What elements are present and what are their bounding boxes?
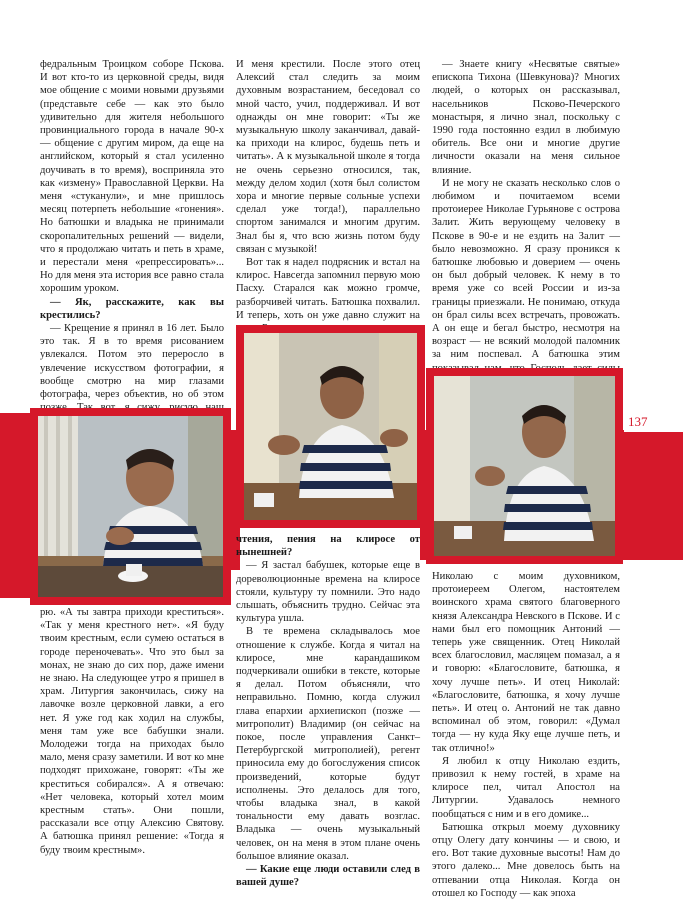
- photo-man-gesturing-2: [244, 333, 417, 520]
- paragraph: И меня крестили. После этого отец Алексий стал следить за моим духовным возрастанием, беседовал со мной часто, учил, поддерживал. И вот однажды он мне говорит: «Ты же музыкальную школу заканчивал, давай-ка приходи на клирос, будешь петь и читать». А к музыкальной школе я тогда не очень серьезно относился, так, между делом ходил (хотя был солистом хора и многие первые сольные успехи сделал уже тогда!), параллельно спортом занимался и многим другим. Знал бы я, что всю жизнь потом буду связан с музыкой!: [236, 59, 420, 255]
- text-column-2-bottom: [236, 533, 420, 889]
- text-column-2-top: [236, 58, 420, 323]
- paragraph: — Я застал бабушек, которые еще в дореволюционные времена на клиросе стояли, культуру ту помнили. Это надо слышать, объяснить трудно. Сейчас эта культура ушла.: [236, 560, 420, 625]
- photo-frame-3: [426, 368, 623, 564]
- photo-man-talking-1: [38, 416, 223, 597]
- paragraph: Вот так я надел подрясник и встал на клирос. Навсегда запомнил первую мою Пасху. Старался как можно громче, разборчивей читать. Батюшка похвалил. И теперь, хоть он уже давно служит на: [236, 257, 420, 321]
- text-column-1-top: [40, 58, 224, 406]
- page-number: 137: [628, 414, 648, 429]
- interview-question: — Какие еще люди оставили след в вашей душе?: [236, 864, 420, 889]
- text-column-3-bottom: [432, 570, 620, 899]
- page-number-rule: [624, 430, 683, 432]
- paragraph: В те времена складывалось мое отношение к службе. Когда я читал на клиросе, мне карандашиком подчеркивали ошибки в тексте, которые я делал. Потом объясняли, что неправильно. Помню, когда служил глава епархии архиепископ (позже — митрополит) Владимир (он сейчас на покое, после управления Санкт–Петербургской митрополией), регент приносила ему до богослужения список произведений, которые будут исполнены. Это делалось для того, чтобы владыка знал, в какой тональности ему давать возглас. Владыка — очень музыкальный человек, он на меня в этом плане очень большое влияние оказал.: [236, 626, 420, 862]
- paragraph: Батюшка открыл моему духовнику отцу Олегу дату кончины — и свою, и его. Вот такие духовные высоты! Нам до этого далеко... Мне довелось быть на отпевании отца Николая. Когда он отошел ко Господу — как эпоха: [432, 821, 620, 899]
- text-column-3-top: [432, 58, 620, 376]
- paragraph: рю. «А ты завтра приходи креститься». «Так у меня крестного нет». «Я буду твоим крестным, если сумею остаться в городе переночевать». Что это был за монах, не знаю до сих пор, даже имени не знаю. На следующее утро я пришел в храм. Литургия закончилась, сижу на лавочке возле церковной лавки, а его нет. Я уже год как ходил на службы, меня там уже все бабушки знали. Молодежи тогда на приходах было мало, меня сразу заметили. И вот ко мне подходят прихожане, говорят: «Ты же креститься собирался». А я отвечаю: «Нет человека, который хотел моим крестным стать». Они пошли, рассказали все отцу Алексию Святову. А батюшка принял решение: «Тогда я буду твоим крестным».: [40, 607, 224, 856]
- paragraph: — Крещение я принял в 16 лет. Было это так. Я в то время рисованием увлекался. Потом это переросло в увлечение искусством фотографии, я вообще смотрю на мир глазами фотографа, через объектив, но об этом: [40, 323, 224, 401]
- paragraph: И не могу не сказать несколько слов о любимом и почитаемом всеми протоиерее Николае Гурьянове с острова Залит. Жить верующему человеку в Пскове в 90-е и не ездить на Залит — было невозможно. Я сразу проникся к батюшке любовью и доверием — очень он был добрый человек. К нему в то время уже со всей России и из-за границы приезжали. Не понимаю, откуда он брал силы всех встречать, провожать. А он еще и бегал быстро, несмотря на возраст — не всякий молодой паломник за ним поспевал. А батюшка этим: [432, 177, 620, 361]
- red-band-right: [618, 430, 683, 560]
- paragraph: — Знаете книгу «Несвятые святые» епископа Тихона (Шевкунова)? Многих людей, о которых он рассказывал, насельников Псково-Печерского монастыря, я лично знал, поскольку с 1990 года постоянно ездил в любимую обитель. Все они и многие другие личности оказали на меня сильное влияние.: [432, 59, 620, 176]
- interview-question: — Як, расскажите, как вы крестились?: [40, 296, 224, 321]
- paragraph: федральным Троицком соборе Пскова. И вот кто-то из церковной среды, видя мое общение с моими новыми друзьями (представьте себе — как это было удивительно для жителя небольшого провинциального города в начале 90-х — общение с другим миром, да еще на английском, который я стал усиленно доучивать в то время), восприняла это как «измену» Православной Церкви. На меня «стуканули», и мне пришлось месяц потерпеть небольшие «гонения». Но батюшки и владыка не принимали скоропалительных решений — видели, что я продолжаю читать и петь в храме, и перестали меня «репрессировать»... Но для меня эта история все равно стала хорошим уроком.: [40, 59, 224, 295]
- paragraph: Я любил к отцу Николаю ездить, привозил к нему гостей, в храме на клиросе пел, читал Апостол на Литургии. Удавалось немного пообщаться с ним и в его домике...: [432, 755, 620, 820]
- photo-frame-2: [236, 325, 425, 528]
- text-column-1-bottom: [40, 606, 224, 866]
- paragraph: Николаю с моим духовником, протоиереем Олегом, настоятелем воинского храма святого благоверного князя Александра Невского в Пскове. И с нами был его помощник Антоний — теперь уже священник. Отец Николай всех благословил, масляцем помазал, а я и говорю: «Благословите, батюшка, я хочу лучше петь». И отец Николай: «Благословите, батюшка, я хочу лучше петь». И отец о. Антоний не так давно вспоминал об этом, говорил: «Думал тогда — ну куда Яку еще лучше петь, и так отлично!»: [432, 571, 620, 754]
- photo-frame-1: [30, 408, 231, 605]
- interview-question: чтения, пения на клиросе от нынешней?: [236, 534, 420, 559]
- photo-man-gesturing-3: [434, 376, 615, 556]
